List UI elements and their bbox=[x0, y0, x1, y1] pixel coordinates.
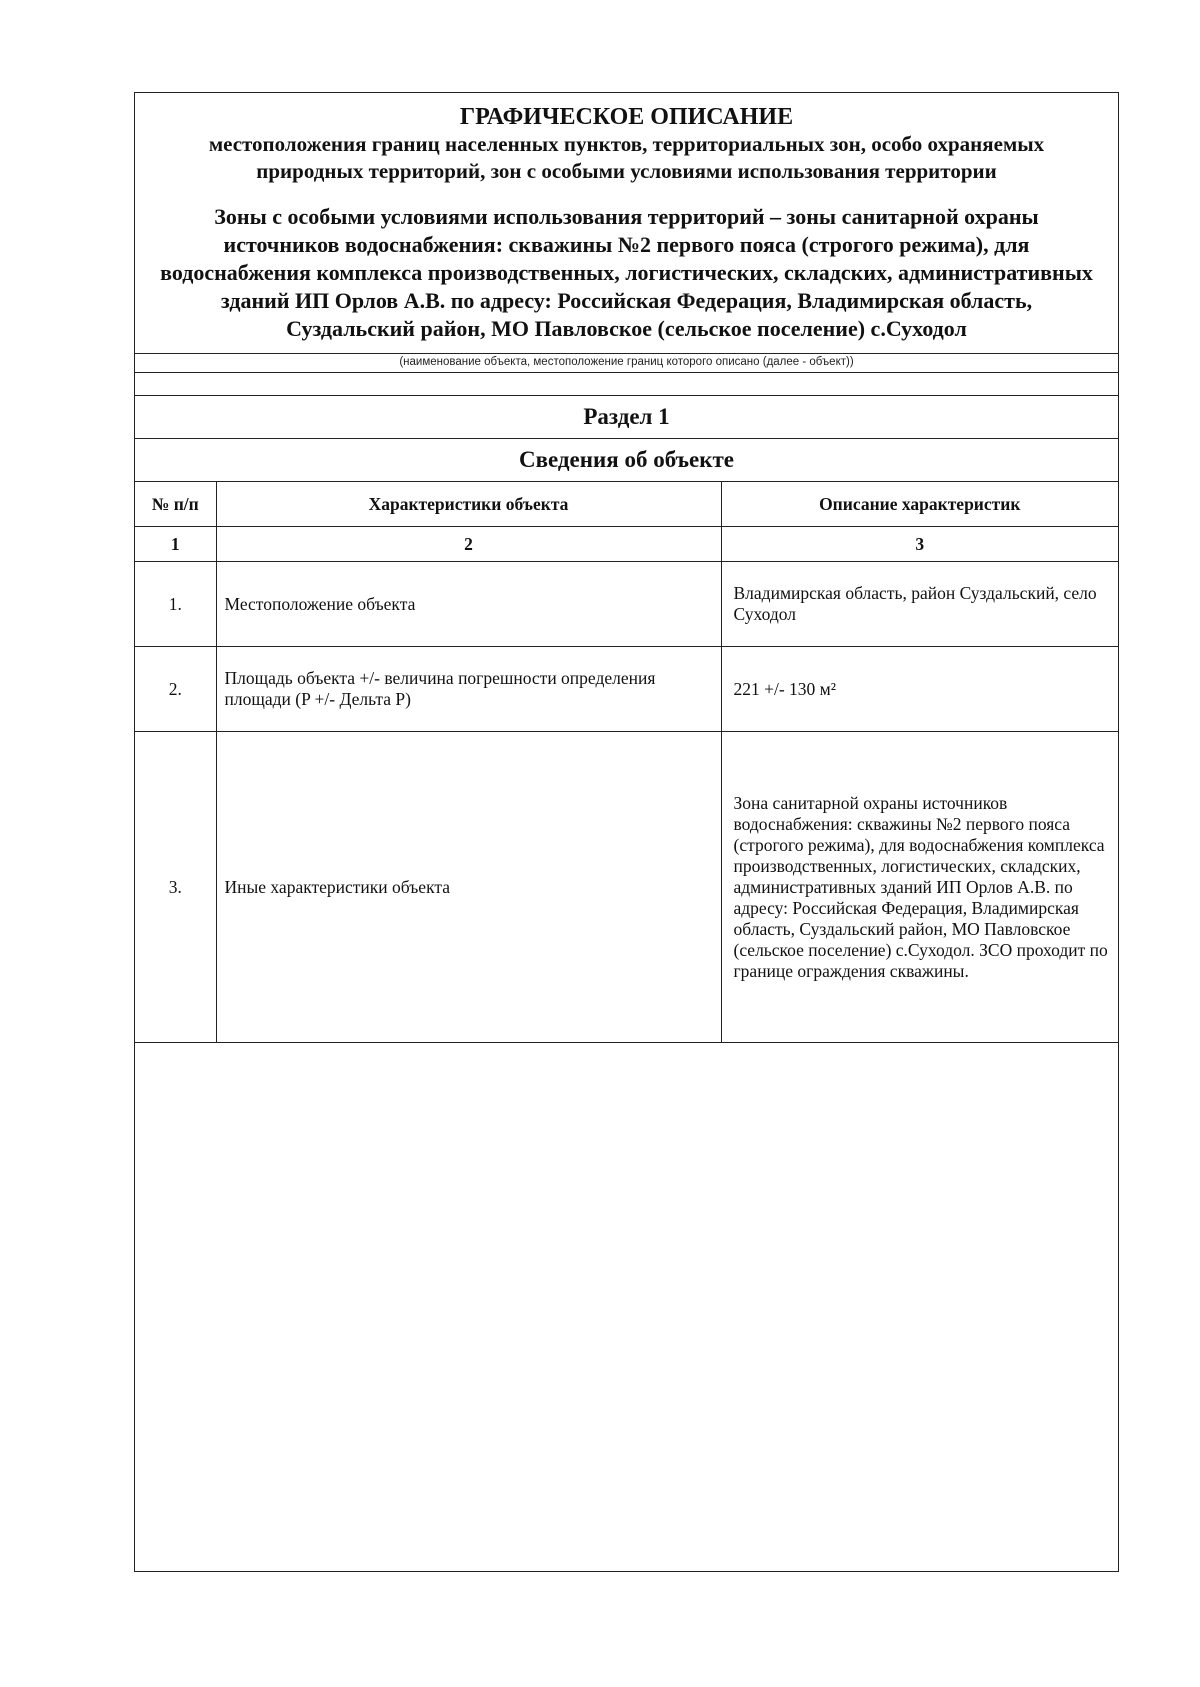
object-info-table bbox=[135, 481, 1118, 1043]
header-description: Описание характеристик bbox=[721, 482, 1118, 527]
row-index: 1. bbox=[135, 562, 216, 647]
table-header-row bbox=[135, 482, 1118, 527]
document-header bbox=[135, 93, 1118, 343]
spacer-row bbox=[135, 372, 1118, 395]
row-characteristic: Площадь объекта +/- величина погрешности определения площади (P +/- Дельта P) bbox=[216, 647, 721, 732]
row-index: 2. bbox=[135, 647, 216, 732]
table-row bbox=[135, 562, 1118, 647]
column-number-row bbox=[135, 527, 1118, 562]
row-characteristic: Иные характеристики объекта bbox=[216, 732, 721, 1043]
section-title: Раздел 1 bbox=[135, 395, 1118, 438]
object-name: Зоны с особыми условиями использования территорий – зоны санитарной охраны источников водоснабжения: скважины №2 первого пояса (строгого режима), для водоснабжения комплекса производственных, логистических, складских, административных зданий ИП Орлов А.В. по адресу: Российская Федерация, Владимирская область, Суздальский район, МО Павловское (сельское поселение) с.Суходол bbox=[160, 204, 1093, 341]
row-index: 3. bbox=[135, 732, 216, 1043]
column-number: 1 bbox=[135, 527, 216, 562]
header-index: № п/п bbox=[135, 482, 216, 527]
row-description: Зона санитарной охраны источников водоснабжения: скважины №2 первого пояса (строгого режима), для водоснабжения комплекса производственных, логистических, складских, административных зданий ИП Орлов А.В. по адресу: Российская Федерация, Владимирская область, Суздальский район, МО Павловское (сельское поселение) с.Суходол. ЗСО проходит по границе ограждения скважины. bbox=[721, 732, 1118, 1043]
table-row bbox=[135, 647, 1118, 732]
document-frame bbox=[134, 92, 1119, 1572]
table-row bbox=[135, 732, 1118, 1043]
header-characteristic: Характеристики объекта bbox=[216, 482, 721, 527]
document-subtitle: местоположения границ населенных пунктов, территориальных зон, особо охраняемых природных территорий, зон с особыми условиями использования территории bbox=[208, 132, 1045, 183]
row-characteristic: Местоположение объекта bbox=[216, 562, 721, 647]
document-title: ГРАФИЧЕСКОЕ ОПИСАНИЕ bbox=[459, 104, 794, 130]
row-description: 221 +/- 130 м² bbox=[721, 647, 1118, 732]
row-description: Владимирская область, район Суздальский, село Суходол bbox=[721, 562, 1118, 647]
section-subtitle: Сведения об объекте bbox=[135, 438, 1118, 481]
column-number: 2 bbox=[216, 527, 721, 562]
object-caption: (наименование объекта, местоположение границ которого описано (далее - объект)) bbox=[399, 356, 854, 368]
column-number: 3 bbox=[721, 527, 1118, 562]
